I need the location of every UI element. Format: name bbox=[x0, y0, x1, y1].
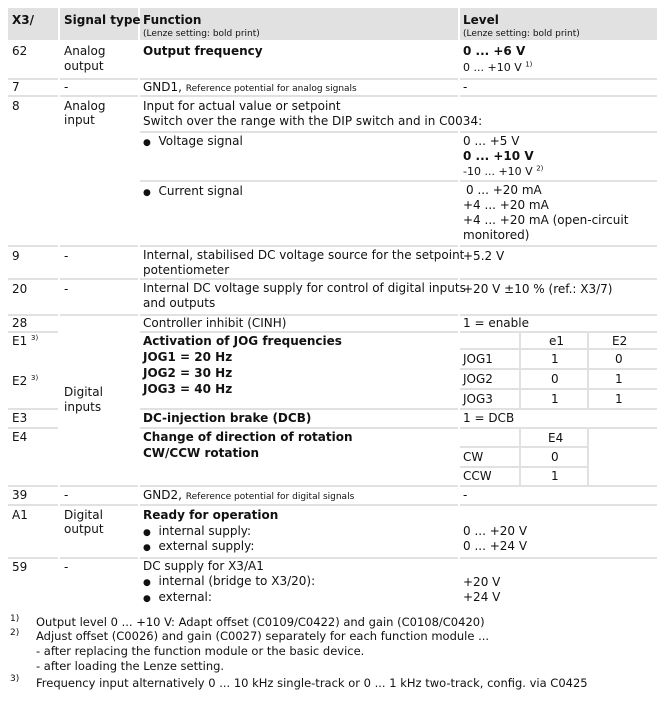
level-20v: +20 V bbox=[463, 575, 501, 589]
header-signal-type: Signal type bbox=[64, 13, 141, 27]
terminal-20: 20 bbox=[12, 282, 28, 296]
header-level: Level bbox=[463, 13, 499, 27]
terminal-e2: E2 $^{3)}$ bbox=[12, 374, 39, 388]
header-level-note: (Lenze setting: bold print) bbox=[463, 29, 580, 39]
e4-row-name: CCW bbox=[463, 469, 492, 483]
jog-row-name: JOG3 bbox=[463, 392, 493, 406]
footnote-text: Frequency input alternatively 0 ... 10 kHz single-track or 0 ... 1 kHz two-track, config. via C0425 bbox=[36, 676, 588, 690]
footnote-text: - after loading the Lenze setting. bbox=[36, 659, 225, 673]
function-external-supply: ● external supply: bbox=[143, 539, 255, 553]
function-cw-ccw: CW/CCW rotation bbox=[143, 446, 260, 460]
terminal-59: 59 bbox=[12, 560, 28, 574]
e4-row-val: 1 bbox=[551, 469, 559, 483]
signal-type-output: output bbox=[64, 59, 104, 73]
level-dcb: 1 = DCB bbox=[463, 411, 515, 425]
jog-row-e2: 1 bbox=[615, 392, 623, 406]
function-internal-bridge: ● internal (bridge to X3/20): bbox=[143, 574, 316, 588]
function-dc-supply-1: Internal DC voltage supply for control of digital inputs bbox=[143, 281, 466, 295]
signal-type-digital-inputs-2: inputs bbox=[64, 400, 102, 414]
header-function-note: (Lenze setting: bold print) bbox=[143, 29, 260, 39]
level-20v: +20 V ±10 % (ref.: X3/7) bbox=[463, 282, 613, 296]
function-output-frequency: Output frequency bbox=[143, 44, 263, 58]
signal-type-analog-input-2: input bbox=[64, 113, 95, 127]
level-5-2v: +5.2 V bbox=[463, 249, 505, 263]
footnote-mark: 2) bbox=[10, 628, 20, 638]
signal-type-dash: - bbox=[64, 249, 69, 263]
level-dash: - bbox=[463, 488, 468, 502]
level-current-2: +4 ... +20 mA bbox=[463, 198, 549, 212]
signal-type-digital-output-1: Digital bbox=[64, 508, 103, 522]
signal-type-digital-output-2: output bbox=[64, 522, 104, 536]
level-dash: - bbox=[463, 80, 468, 94]
level-0-20v: 0 ... +20 V bbox=[463, 524, 528, 538]
signal-type-dash: - bbox=[64, 560, 69, 574]
level-0-24v: 0 ... +24 V bbox=[463, 539, 528, 553]
function-dc-injection-brake: DC-injection brake (DCB) bbox=[143, 411, 312, 425]
terminal-a1: A1 bbox=[12, 508, 28, 522]
level-current-4: monitored) bbox=[463, 228, 530, 242]
footnote-text: Adjust offset (C0026) and gain (C0027) separately for each function module ... bbox=[36, 629, 490, 643]
function-dc-supply-x3a1: DC supply for X3/A1 bbox=[143, 559, 264, 573]
e4-row-val: 0 bbox=[551, 450, 559, 464]
level-voltage-1: 0 ... +5 V bbox=[463, 134, 520, 148]
function-gnd2: GND2, Reference potential for digital signals bbox=[143, 488, 355, 502]
function-jog1: JOG1 = 20 Hz bbox=[143, 350, 233, 364]
level-24v: +24 V bbox=[463, 590, 501, 604]
level-0-10v: 0 ... +10 V $^{1)}$ bbox=[463, 60, 533, 74]
signal-type-dash: - bbox=[64, 282, 69, 296]
function-jog-activation: Activation of JOG frequencies bbox=[143, 334, 342, 348]
footnote-text: Output level 0 ... +10 V: Adapt offset (C0109/C0422) and gain (C0108/C0420) bbox=[36, 615, 485, 629]
level-enable: 1 = enable bbox=[463, 316, 529, 330]
footnote-mark: 3) bbox=[10, 674, 20, 684]
terminal-39: 39 bbox=[12, 488, 28, 502]
jog-row-e1: 0 bbox=[551, 372, 559, 386]
level-current-3: +4 ... +20 mA (open-circuit bbox=[463, 213, 629, 227]
function-external: ● external: bbox=[143, 590, 212, 604]
terminal-e1: E1 $^{3)}$ bbox=[12, 334, 39, 348]
terminal-62: 62 bbox=[12, 44, 28, 58]
footnote-text: - after replacing the function module or the basic device. bbox=[36, 644, 365, 658]
signal-type-analog-input-1: Analog bbox=[64, 99, 106, 113]
function-dc-supply-2: and outputs bbox=[143, 296, 216, 310]
terminal-28: 28 bbox=[12, 316, 28, 330]
signal-type-digital-inputs-1: Digital bbox=[64, 385, 103, 399]
jog-row-name: JOG1 bbox=[463, 352, 493, 366]
footnote-mark: 1) bbox=[10, 614, 20, 624]
level-0-6v: 0 ... +6 V bbox=[463, 44, 526, 58]
terminal-8: 8 bbox=[12, 99, 20, 113]
signal-type-dash: - bbox=[64, 80, 69, 94]
function-controller-inhibit: Controller inhibit (CINH) bbox=[143, 316, 287, 330]
jog-row-e1: 1 bbox=[551, 352, 559, 366]
terminal-7: 7 bbox=[12, 80, 20, 94]
jog-row-e2: 1 bbox=[615, 372, 623, 386]
level-voltage-2: 0 ... +10 V bbox=[463, 149, 534, 163]
header-function: Function bbox=[143, 13, 202, 27]
function-dc-source-1: Internal, stabilised DC voltage source for the setpoint bbox=[143, 248, 465, 262]
signal-type-analog: Analog bbox=[64, 44, 106, 58]
jog-head-e1: e1 bbox=[549, 334, 565, 348]
jog-head-e2: E2 bbox=[612, 334, 628, 348]
function-jog2: JOG2 = 30 Hz bbox=[143, 366, 233, 380]
e4-row-name: CW bbox=[463, 450, 484, 464]
level-current-1: 0 ... +20 mA bbox=[466, 183, 542, 197]
jog-row-e2: 0 bbox=[615, 352, 623, 366]
terminal-e3: E3 bbox=[12, 411, 28, 425]
function-gnd1: GND1, Reference potential for analog signals bbox=[143, 80, 357, 94]
function-current-signal: ● Current signal bbox=[143, 184, 243, 198]
function-internal-supply: ● internal supply: bbox=[143, 524, 252, 538]
terminal-e4: E4 bbox=[12, 430, 28, 444]
terminal-9: 9 bbox=[12, 249, 20, 263]
jog-row-e1: 1 bbox=[551, 392, 559, 406]
jog-row-name: JOG2 bbox=[463, 372, 493, 386]
level-voltage-3: -10 ... +10 V $^{2)}$ bbox=[463, 164, 544, 178]
function-ready-for-operation: Ready for operation bbox=[143, 508, 279, 522]
function-voltage-signal: ● Voltage signal bbox=[143, 134, 243, 148]
header-x3: X3/ bbox=[12, 13, 34, 27]
function-input-actual: Input for actual value or setpoint bbox=[143, 99, 341, 113]
function-dc-source-2: potentiometer bbox=[143, 263, 230, 277]
signal-type-dash: - bbox=[64, 488, 69, 502]
function-jog3: JOG3 = 40 Hz bbox=[143, 382, 233, 396]
function-switch-range: Switch over the range with the DIP switch and in C0034: bbox=[143, 114, 483, 128]
e4-head: E4 bbox=[548, 431, 564, 445]
function-change-direction: Change of direction of rotation bbox=[143, 430, 353, 444]
